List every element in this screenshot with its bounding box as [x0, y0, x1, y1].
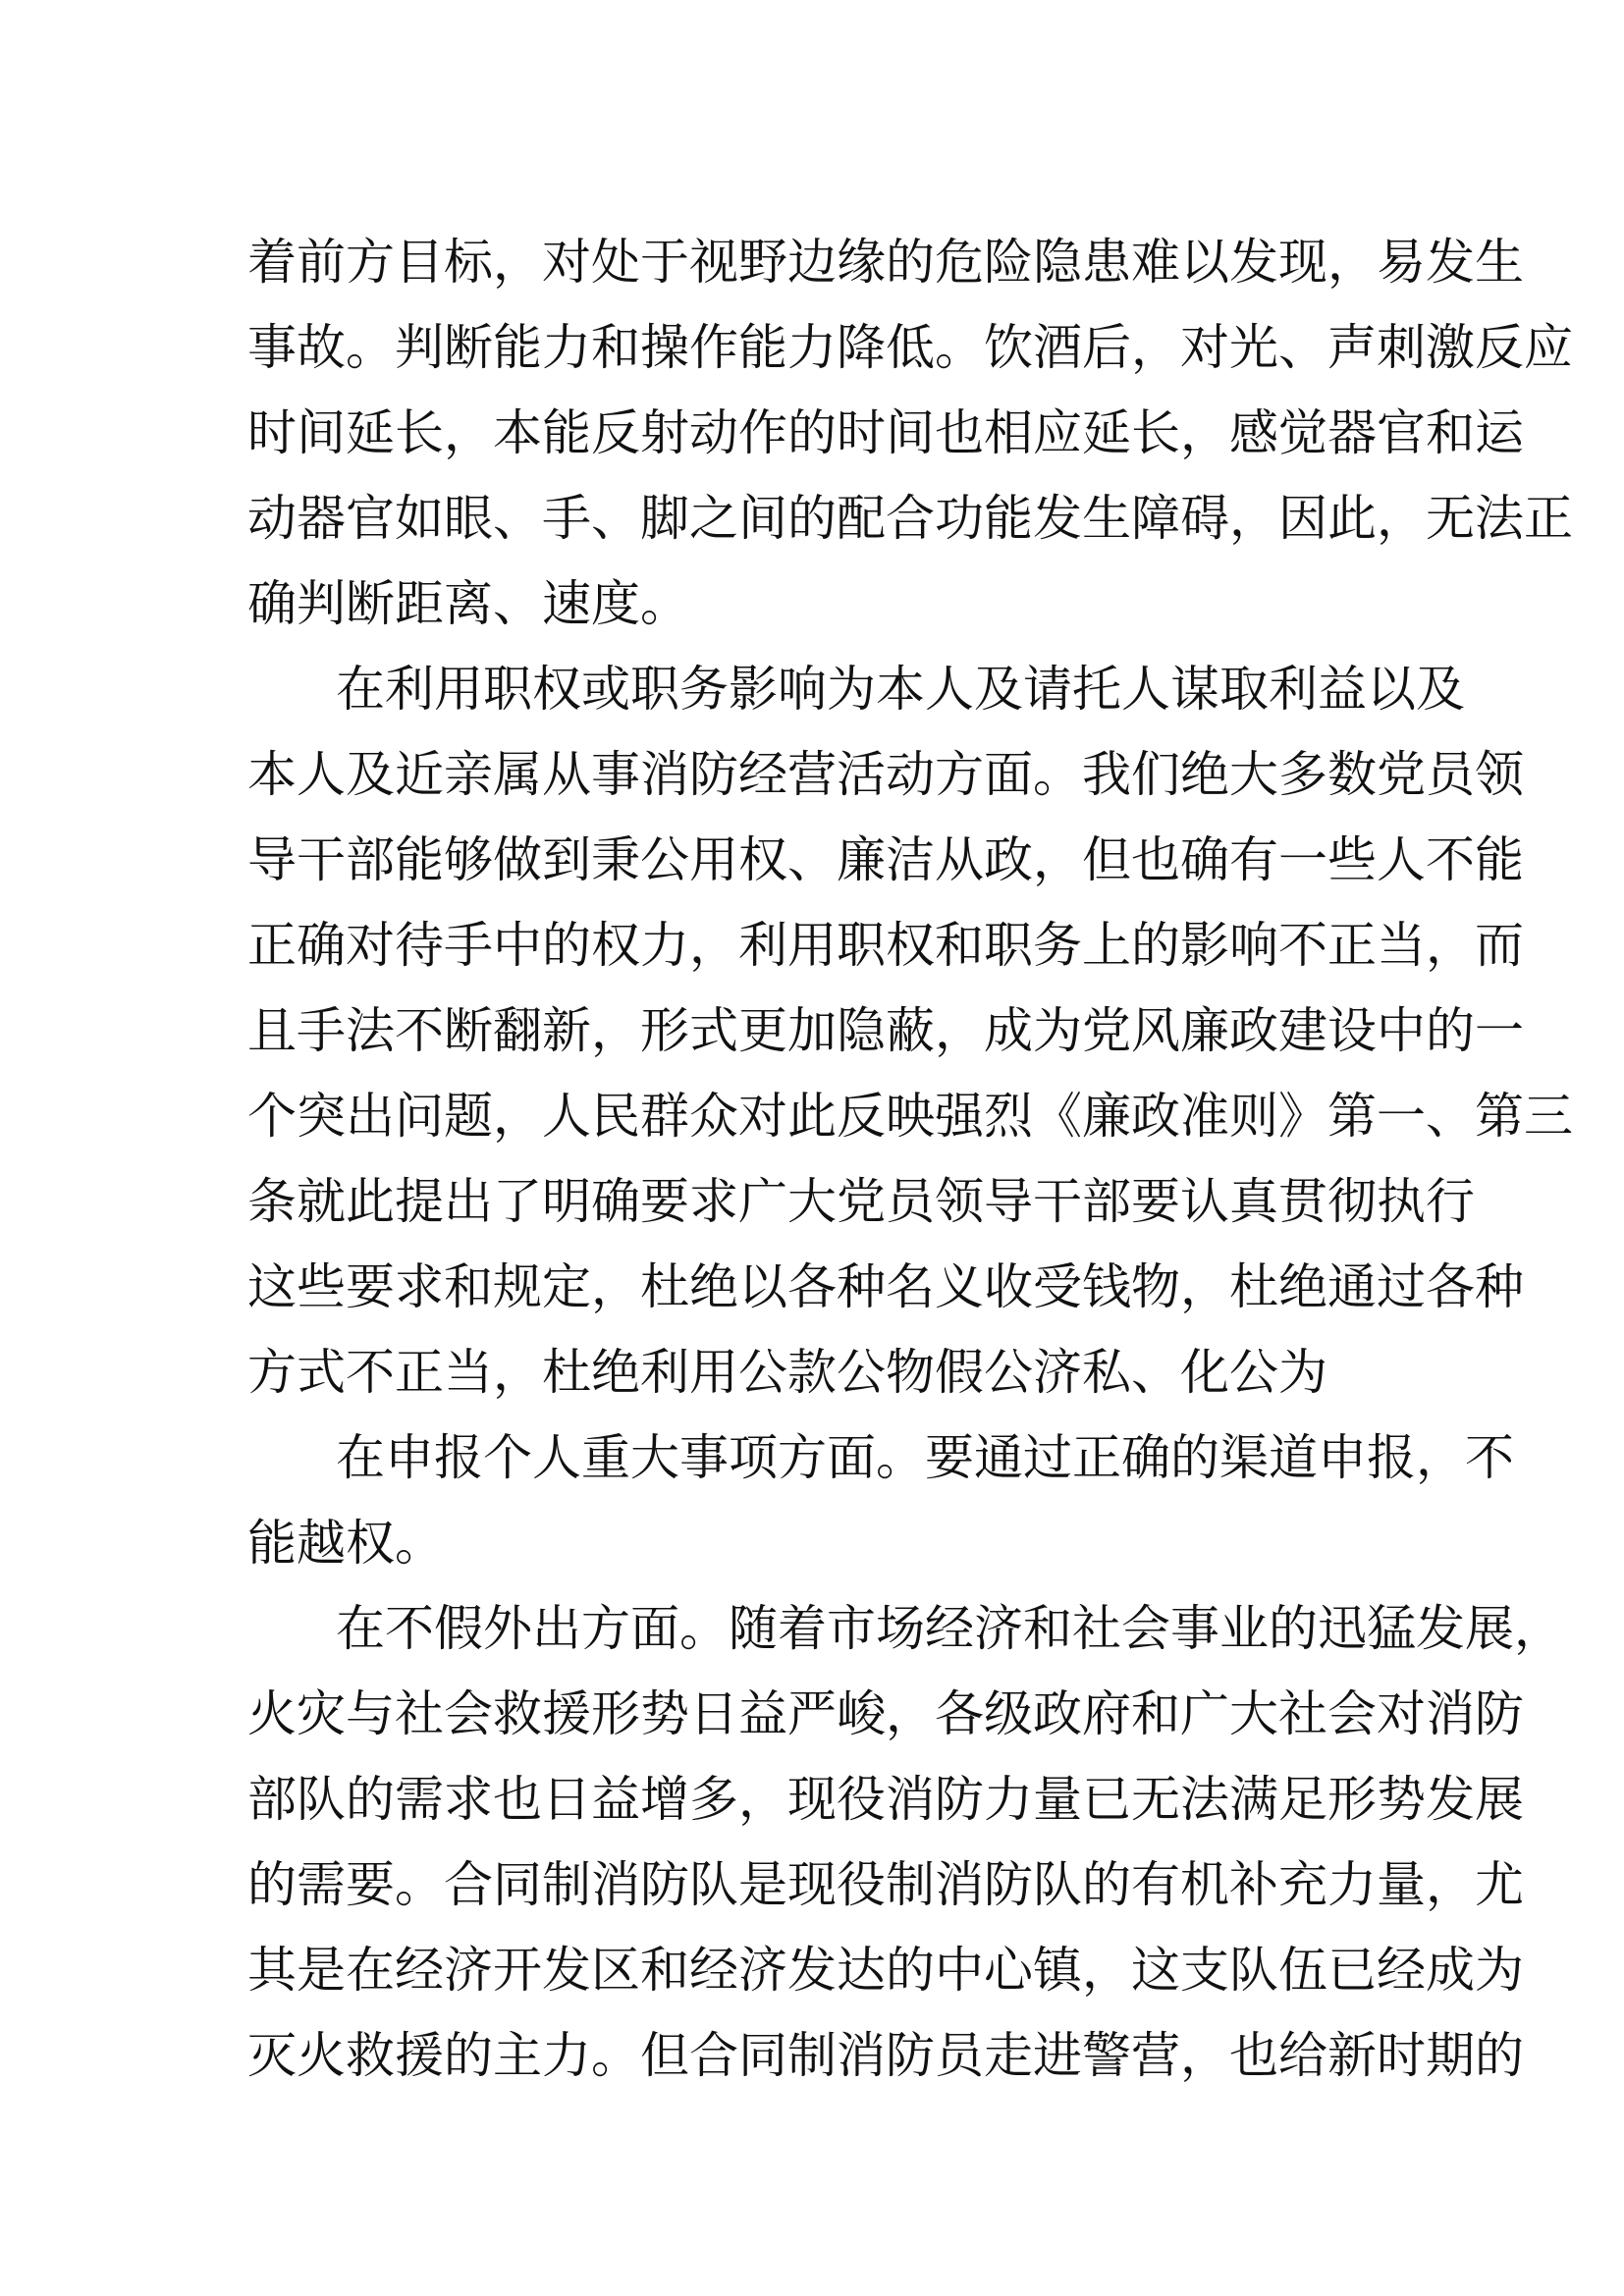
text-line: 方式不正当，杜绝利用公款公物假公济私、化公为: [247, 1344, 1327, 1401]
paragraph: [247, 1586, 1563, 2099]
text-line: 在利用职权或职务影响为本人及请托人谋取利益以及: [336, 661, 1465, 718]
text-line: 确判断距离、速度。: [247, 575, 689, 632]
paragraph: [247, 220, 1573, 647]
text-line: 的需要。合同制消防队是现役制消防队的有机补充力量，尤: [247, 1856, 1524, 1913]
text-line: 能越权。: [247, 1515, 444, 1572]
text-line: 其是在经济开发区和经济发达的中心镇，这支队伍已经成为: [247, 1942, 1524, 1999]
text-line: 着前方目标，对处于视野边缘的危险隐患难以发现，易发生: [247, 234, 1524, 291]
text-line: 在不假外出方面。随着市场经济和社会事业的迅猛发展，: [336, 1600, 1563, 1657]
text-line: 条就此提出了明确要求广大党员领导干部要认真贯彻执行: [247, 1173, 1475, 1230]
text-line: 火灾与社会救援形势日益严峻，各级政府和广大社会对消防: [247, 1685, 1524, 1742]
document-page: [247, 220, 1573, 2099]
text-line: 正确对待手中的权力，利用职权和职务上的影响不正当，而: [247, 917, 1524, 974]
text-line: 在申报个人重大事项方面。要通过正确的渠道申报，不: [336, 1429, 1514, 1486]
text-line: 这些要求和规定，杜绝以各种名义收受钱物，杜绝通过各种: [247, 1258, 1524, 1315]
paragraph: [247, 647, 1573, 1415]
paragraph: [247, 1415, 1514, 1586]
text-line: 时间延长，本能反射动作的时间也相应延长，感觉器官和运: [247, 404, 1524, 461]
text-line: 事故。判断能力和操作能力降低。饮酒后，对光、声刺激反应: [247, 319, 1573, 376]
text-line: 且手法不断翻新，形式更加隐蔽，成为党风廉政建设中的一: [247, 1002, 1524, 1059]
text-line: 本人及近亲属从事消防经营活动方面。我们绝大多数党员领: [247, 746, 1524, 803]
text-line: 动器官如眼、手、脚之间的配合功能发生障碍，因此，无法正: [247, 490, 1573, 547]
text-line: 导干部能够做到秉公用权、廉洁从政，但也确有一些人不能: [247, 831, 1524, 888]
text-line: 个突出问题，人民群众对此反映强烈《廉政准则》第一、第三: [247, 1088, 1573, 1145]
text-line: 灭火救援的主力。但合同制消防员走进警营，也给新时期的: [247, 2027, 1524, 2084]
text-line: 部队的需求也日益增多，现役消防力量已无法满足形势发展: [247, 1771, 1524, 1828]
